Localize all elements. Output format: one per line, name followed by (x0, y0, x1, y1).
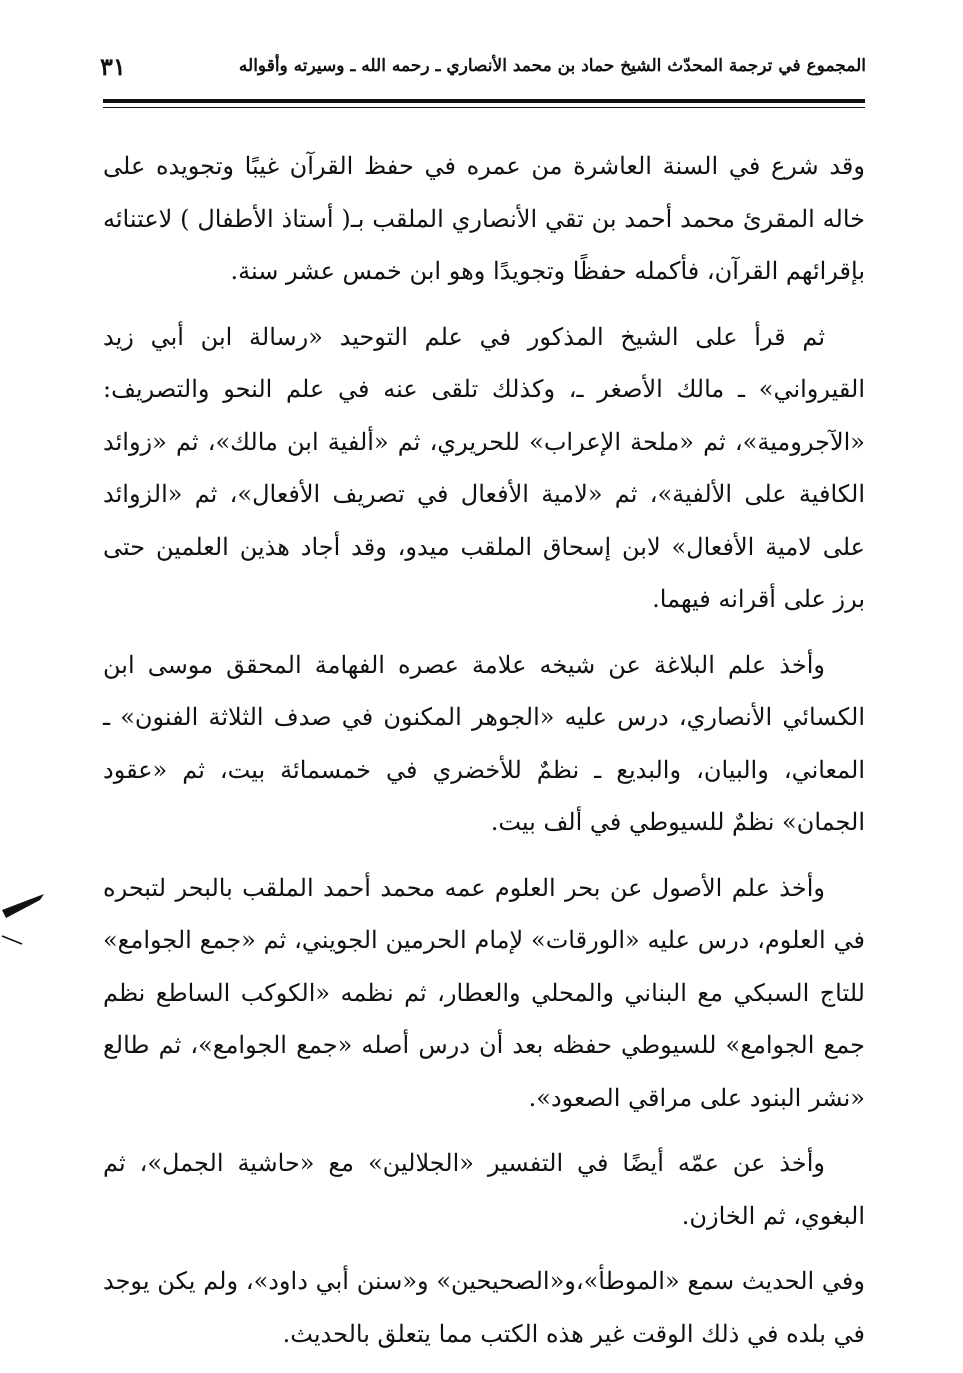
paragraph-usul: وأخذ علم الأصول عن بحر العلوم عمه محمد أحمد الملقب بالبحر لتبحره في العلوم، درس عليه «الورقات» لإمام الحرمين الجويني، ثم «جمع الجوامع» للتاج السبكي مع البناني والمحلي والعطار، ثم نظمه «الكوكب الساطع نظم جمع الجوامع» للسيوطي حفظه بعد أن درس أصله «جمع الجوامع»، ثم طالع «نشر البنود على مراقي الصعود». (103, 873, 865, 1112)
paragraph-quran-memorization: وقد شرع في السنة العاشرة من عمره في حفظ القرآن غيبًا وتجويده على خاله المقرئ محمد أحمد بن تقي الأنصاري الملقب بـ( أستاذ الأطفال ) لاعتنائه بإقرائهم القرآن، فأكمله حفظًا وتجويدًا وهو ابن خمس عشر سنة. (103, 152, 865, 285)
paragraph-tawhid-nahw: ثم قرأ على الشيخ المذكور في علم التوحيد «رسالة ابن أبي زيد القيرواني» ـ مالك الأصغر ـ، وكذلك تلقى عنه في علم النحو والتصريف: «الآجرومية»، ثم «ملحة الإعراب» للحريري، ثم «ألفية ابن مالك»، ثم «زوائد الكافية على الألفية»، ثم «لامية الأفعال في تصريف الأفعال»، ثم «الزوائد على لامية الأفعال» لابن إسحاق الملقب ميدو، وقد أجاد هذين العلمين حتى برز على أقرانه فيهما. (103, 322, 866, 613)
page-number: ٣١ (100, 52, 126, 81)
scan-margin-mark (0, 880, 46, 960)
running-header (100, 50, 866, 90)
header-rule-thin (103, 107, 865, 108)
header-rule-thick (103, 99, 865, 103)
paragraph-balagha: وأخذ علم البلاغة عن شيخه علامة عصره الفهامة المحقق موسى ابن الكسائي الأنصاري، درس عليه «الجوهر المكنون في صدف الثلاثة الفنون» ـ المعاني، والبيان، والبديع ـ نظمٌ للأخضري في خمسمائة بيت، ثم «عقود الجمان» نظمٌ للسيوطي في ألف بيت. (103, 650, 865, 836)
paragraph-tafsir: وأخذ عن عمّه أيضًا في التفسير «الجلالين» مع «حاشية الجمل»، ثم البغوي، ثم الخازن. (103, 1149, 865, 1230)
running-header-title: المجموع في ترجمة المحدّث الشيخ حماد بن محمد الأنصاري ـ رحمه الله ـ وسيرته وأقواله (238, 56, 866, 76)
paragraph-hadith: وفي الحديث سمع «الموطأ»،و«الصحيحين» و«سنن أبي داود»، ولم يكن يوجد في بلده في ذلك الوقت غير هذه الكتب مما يتعلق بالحديث. (103, 1267, 865, 1348)
body-text (103, 140, 865, 1373)
